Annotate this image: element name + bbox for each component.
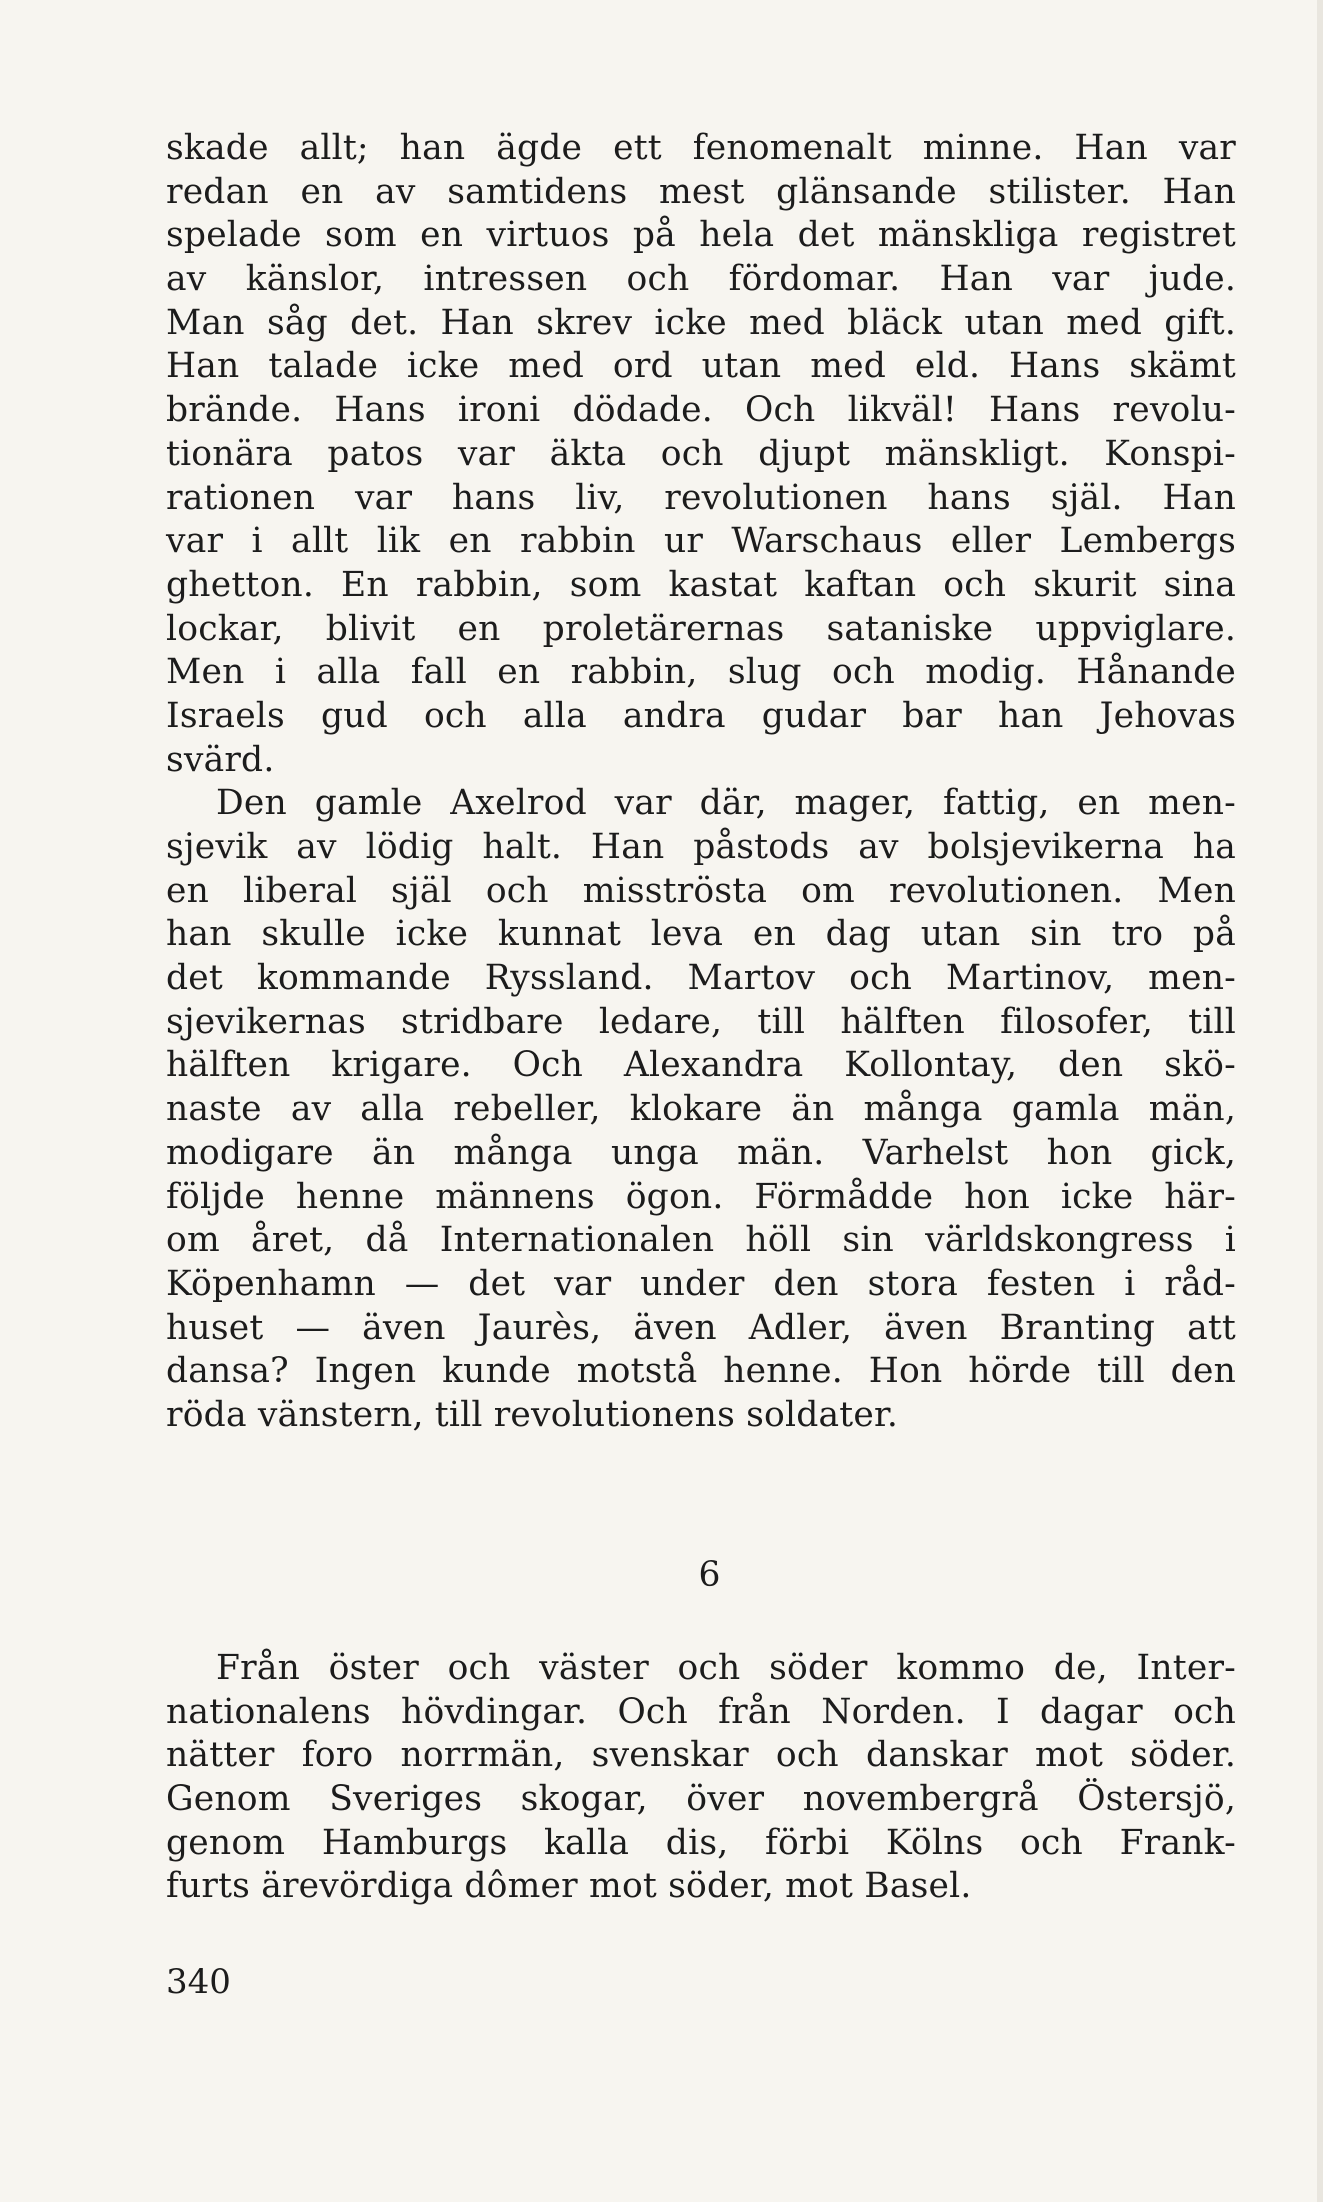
text-line: rationen var hans liv, revolutionen hans själ. Han <box>166 477 1236 518</box>
text-line: Israels gud och alla andra gudar bar han Jehovas <box>166 695 1236 736</box>
text-line: spelade som en virtuos på hela det mänskliga registret <box>166 215 1236 256</box>
text-line: det kommande Ryssland. Martov och Martinov, men- <box>166 958 1236 999</box>
text-line: modigare än många unga män. Varhelst hon gick, <box>166 1132 1236 1173</box>
text-line: han skulle icke kunnat leva en dag utan sin tro på <box>166 914 1236 955</box>
text-line: Den gamle Axelrod var där, mager, fattig, en men- <box>216 783 1236 824</box>
text-line: redan en av samtidens mest glänsande stilister. Han <box>166 171 1236 212</box>
text-line: Men i alla fall en rabbin, slug och modig. Hånande <box>166 652 1236 693</box>
page-edge <box>1317 0 1323 2202</box>
text-line: furts ärevördiga dômer mot söder, mot Basel. <box>166 1866 972 1907</box>
text-line: sjevikernas stridbare ledare, till hälften filosofer, till <box>166 1001 1236 1042</box>
text-line: brände. Hans ironi dödade. Och likväl! Hans revolu- <box>166 390 1236 431</box>
text-line: ghetton. En rabbin, som kastat kaftan och skurit sina <box>166 564 1236 605</box>
text-line: tionära patos var äkta och djupt mänskligt. Konspi- <box>166 433 1236 474</box>
text-line: svärd. <box>166 739 275 780</box>
text-line: nationalens hövdingar. Och från Norden. I dagar och <box>166 1691 1236 1732</box>
section-number: 6 <box>698 1555 721 1595</box>
text-line: dansa? Ingen kunde motstå henne. Hon hörde till den <box>166 1351 1236 1392</box>
text-line: Man såg det. Han skrev icke med bläck utan med gift. <box>166 302 1236 343</box>
text-line: röda vänstern, till revolutionens soldater. <box>166 1394 899 1435</box>
text-line: genom Hamburgs kalla dis, förbi Kölns och Frank- <box>166 1822 1236 1863</box>
text-line: Köpenhamn — det var under den stora festen i råd- <box>166 1263 1236 1304</box>
main-text <box>166 127 1236 1438</box>
text-line: huset — även Jaurès, även Adler, även Branting att <box>166 1307 1236 1348</box>
text-line: var i allt lik en rabbin ur Warschaus eller Lembergs <box>166 521 1236 562</box>
text-line: lockar, blivit en proletärernas sataniske uppviglare. <box>166 608 1236 649</box>
text-line: naste av alla rebeller, klokare än många gamla män, <box>166 1089 1236 1130</box>
page-number: 340 <box>166 1962 231 2002</box>
text-line: av känslor, intressen och fördomar. Han var jude. <box>166 259 1236 300</box>
section-text <box>166 1647 1236 1909</box>
text-line: hälften krigare. Och Alexandra Kollontay, den skö- <box>166 1045 1236 1086</box>
text-line: Från öster och väster och söder kommo de, Inter- <box>216 1648 1236 1688</box>
text-line: följde henne männens ögon. Förmådde hon icke här- <box>166 1176 1236 1217</box>
text-line: Genom Sveriges skogar, över novembergrå Östersjö, <box>166 1779 1236 1820</box>
text-line: skade allt; han ägde ett fenomenalt minne. Han var <box>166 128 1236 168</box>
text-line: om året, då Internationalen höll sin världskongress i <box>166 1220 1236 1261</box>
text-line: nätter foro norrmän, svenskar och danskar mot söder. <box>166 1735 1236 1776</box>
text-line: sjevik av lödig halt. Han påstods av bolsjevikerna ha <box>166 827 1236 867</box>
text-line: Han talade icke med ord utan med eld. Hans skämt <box>166 346 1236 387</box>
text-line: en liberal själ och misströsta om revolutionen. Men <box>166 870 1236 911</box>
